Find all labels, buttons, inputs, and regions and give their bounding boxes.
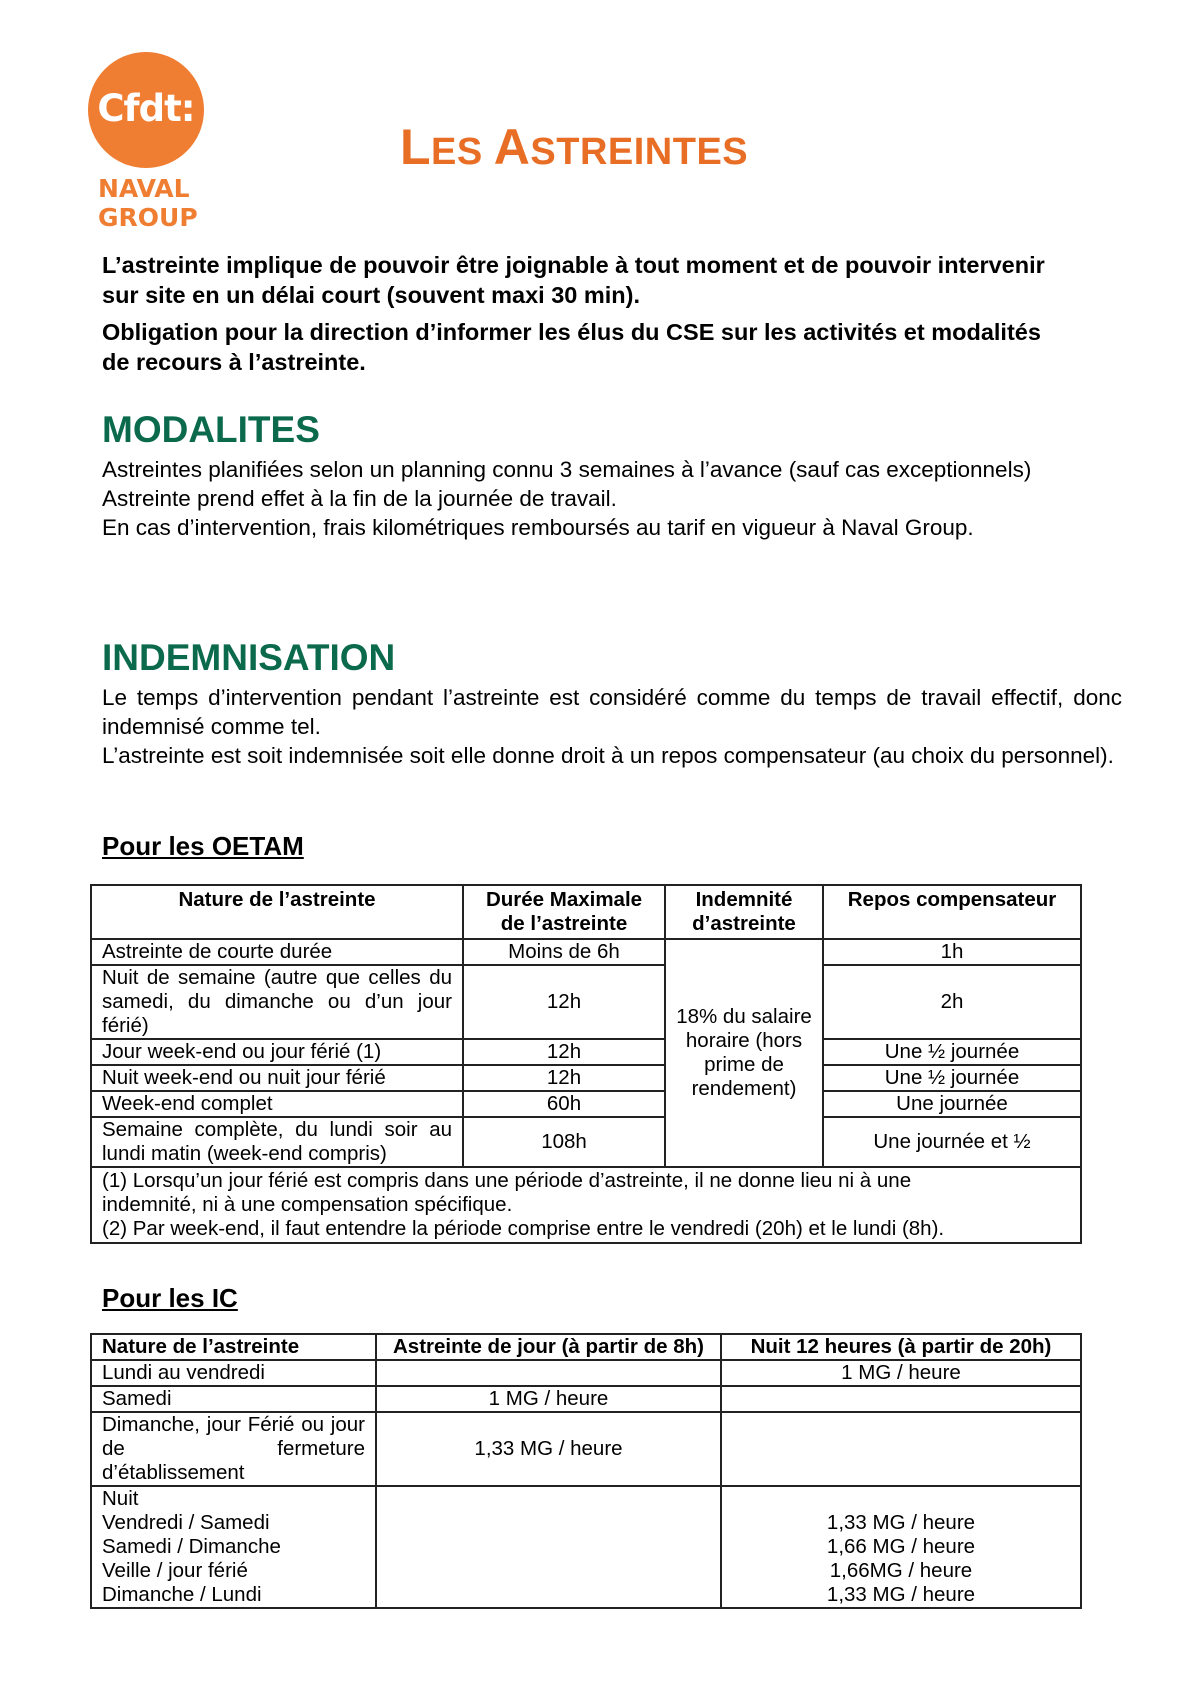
duree-cell: 12h [463, 965, 665, 1039]
nature-cell: Lundi au vendredi [91, 1360, 376, 1386]
table-row [91, 1065, 1081, 1091]
night-nature: Veille / jour férié [102, 1559, 248, 1582]
modalites-line: En cas d’intervention, frais kilométriques remboursés au tarif en vigueur à Naval Group. [102, 515, 974, 540]
table-header-row [91, 1334, 1081, 1360]
table-row [91, 1117, 1081, 1167]
duree-cell: Moins de 6h [463, 939, 665, 965]
nature-cell: Nuit de semaine (autre que celles du samedi, du dimanche ou d’un jour férié) [91, 965, 463, 1039]
table-row [91, 1486, 1081, 1608]
jour-cell [376, 1360, 721, 1386]
night-value: 1,66 MG / heure [826, 1535, 976, 1558]
column-header: Astreinte de jour (à partir de 8h) [376, 1334, 721, 1360]
footnote: (1) Lorsqu’un jour férié est compris dans une période d’astreinte, il ne donne lieu ni à une indemnité, ni à une compensation spécifique. [102, 1169, 912, 1216]
intro-paragraph: Obligation pour la direction d’informer les élus du CSE sur les activités et modalités de recours à l’astreinte. [102, 319, 1041, 375]
logo-line-group: GROUP [98, 203, 198, 232]
repos-cell: Une ½ journée [823, 1065, 1081, 1091]
repos-cell: Une ½ journée [823, 1039, 1081, 1065]
indemnite-cell: 18% du salaire horaire (hors prime de rendement) [665, 939, 823, 1167]
jour-cell: 1,33 MG / heure [376, 1412, 721, 1486]
night-nature: Dimanche / Lundi [102, 1583, 262, 1606]
logo-circle-text: Cfdt: [97, 87, 195, 130]
cfdt-logo-circle [88, 52, 204, 168]
repos-cell: 1h [823, 939, 1081, 965]
night-nature: Samedi / Dimanche [102, 1535, 281, 1558]
nature-cell: Jour week-end ou jour férié (1) [91, 1039, 463, 1065]
column-header: Indemnité d’astreinte [665, 885, 823, 939]
table-header-row [91, 885, 1081, 939]
modalites-line: Astreinte prend effet à la fin de la journée de travail. [102, 486, 617, 511]
modalites-line: Astreintes planifiées selon un planning connu 3 semaines à l’avance (sauf cas exceptionnels) [102, 457, 1032, 482]
nature-cell: Semaine complète, du lundi soir au lundi matin (week-end compris) [91, 1117, 463, 1167]
intro-paragraph: L’astreinte implique de pouvoir être joignable à tout moment et de pouvoir intervenir sur site en un délai court (souvent maxi 30 min). [102, 252, 1045, 308]
table-row [91, 965, 1081, 1039]
indemnisation-section [102, 637, 1122, 770]
ic-heading: Pour les IC [102, 1283, 238, 1313]
nature-cell: Nuit week-end ou nuit jour férié [91, 1065, 463, 1091]
table-row [91, 1412, 1081, 1486]
modalites-heading: MODALITES [102, 409, 320, 450]
table-row [91, 939, 1081, 965]
oetam-heading: Pour les OETAM [102, 831, 304, 861]
duree-cell: 12h [463, 1039, 665, 1065]
indemnisation-line: Le temps d’intervention pendant l’astreinte est considéré comme du temps de travail effectif, donc indemnisé comme tel. [102, 685, 1122, 739]
duree-cell: 12h [463, 1065, 665, 1091]
intro-section [102, 250, 1062, 384]
table-row [91, 1386, 1081, 1412]
footnote: (2) Par week-end, il faut entendre la période comprise entre le vendredi (20h) et le lundi (8h). [102, 1217, 945, 1240]
nature-cell: Astreinte de courte durée [91, 939, 463, 965]
cfdt-naval-group-logo [88, 52, 204, 232]
page-title: LES ASTREINTES [400, 119, 749, 175]
indemnisation-heading: INDEMNISATION [102, 637, 396, 678]
repos-cell: 2h [823, 965, 1081, 1039]
table-row [91, 1091, 1081, 1117]
column-header: Nature de l’astreinte [91, 1334, 376, 1360]
logo-line-naval: NAVAL [98, 174, 190, 203]
table-row [91, 1039, 1081, 1065]
duree-cell: 108h [463, 1117, 665, 1167]
column-header: Durée Maximale de l’astreinte [463, 885, 665, 939]
night-value: 1,33 MG / heure [826, 1583, 976, 1606]
column-header: Nature de l’astreinte [91, 885, 463, 939]
nuit-cell [721, 1386, 1081, 1412]
repos-cell: Une journée et ½ [823, 1117, 1081, 1167]
duree-cell: 60h [463, 1091, 665, 1117]
jour-cell [376, 1486, 721, 1608]
modalites-section [102, 409, 1122, 542]
nature-cell: Dimanche, jour Férié ou jour de fermeture d’établissement [91, 1412, 376, 1486]
indemnisation-line: L’astreinte est soit indemnisée soit elle donne droit à un repos compensateur (au choix du personnel). [102, 743, 1114, 768]
nuit-cell: 1 MG / heure [721, 1360, 1081, 1386]
repos-cell: Une journée [823, 1091, 1081, 1117]
footnotes-row [91, 1167, 1081, 1243]
column-header: Nuit 12 heures (à partir de 20h) [721, 1334, 1081, 1360]
ic-table [90, 1333, 1082, 1609]
night-label: Nuit [102, 1487, 139, 1510]
oetam-table [90, 884, 1082, 1244]
nature-cell [91, 1486, 376, 1608]
nature-cell: Samedi [91, 1386, 376, 1412]
night-nature: Vendredi / Samedi [102, 1511, 270, 1534]
night-value: 1,33 MG / heure [826, 1511, 976, 1534]
table-row [91, 1360, 1081, 1386]
column-header: Repos compensateur [823, 885, 1081, 939]
jour-cell: 1 MG / heure [376, 1386, 721, 1412]
nuit-cell [721, 1412, 1081, 1486]
nuit-cell [721, 1486, 1081, 1608]
night-value: 1,66MG / heure [829, 1559, 973, 1582]
nature-cell: Week-end complet [91, 1091, 463, 1117]
